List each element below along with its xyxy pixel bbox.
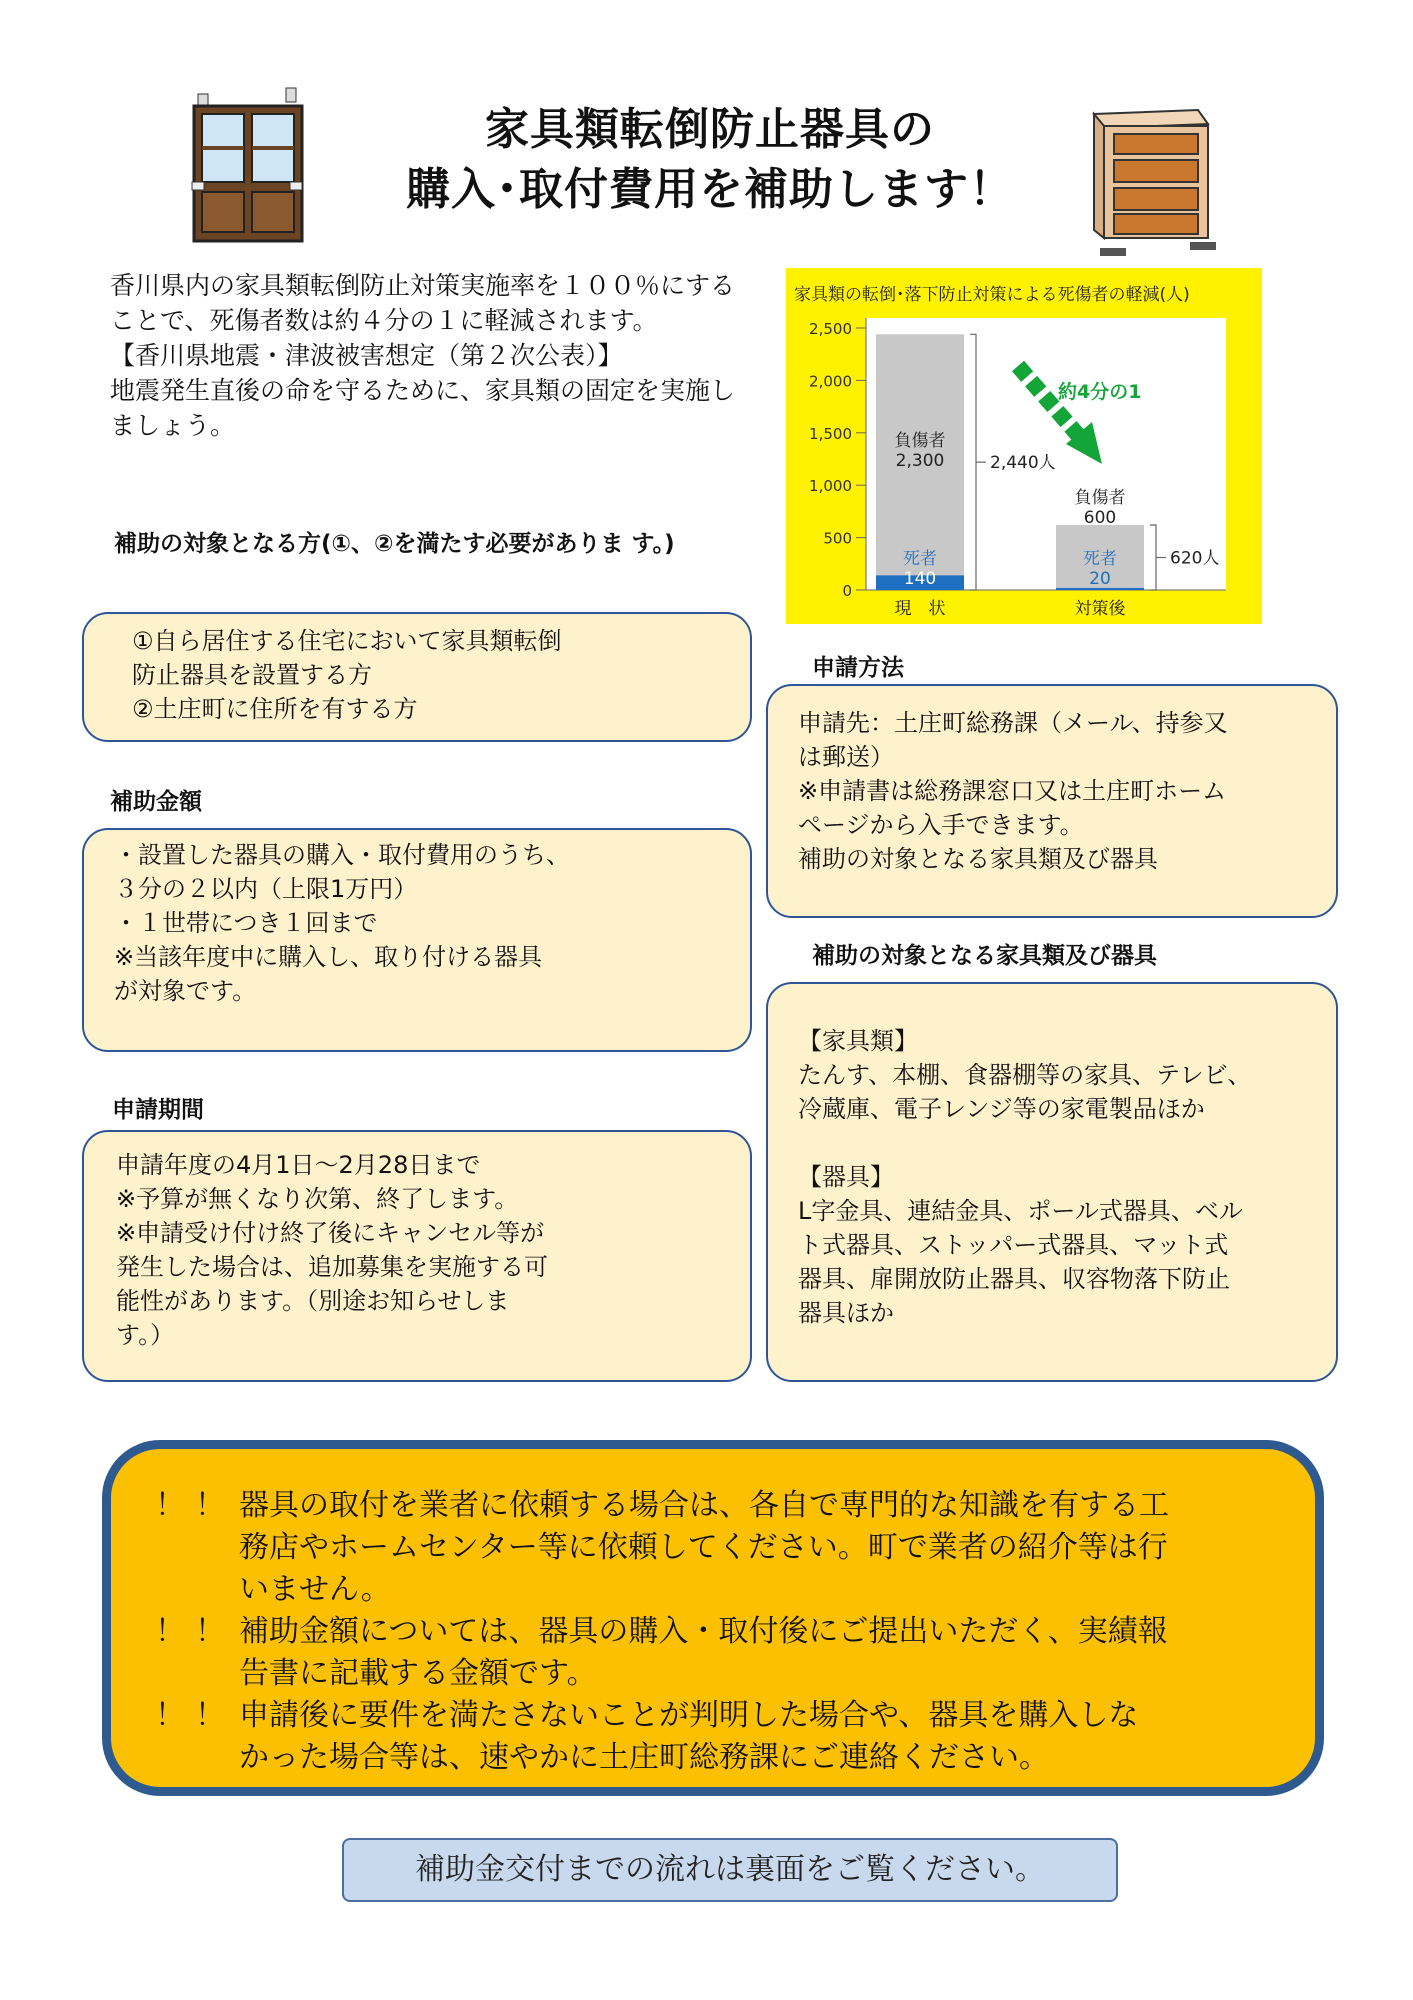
injured-label: 負傷者 [1074, 488, 1126, 509]
chart-svg [786, 268, 1262, 624]
category-label: 現 状 [894, 599, 946, 619]
y-tick-label: 500 [823, 529, 852, 548]
notice-item: ！！ 器具の取付を業者に依頼する場合は、各自で専門的な知識を有する工 務店やホームセンター等に依頼してください。町で業者の紹介等は行 いません。 [155, 1488, 1169, 1607]
drawer-chest-illustration [1080, 102, 1230, 262]
chart-title: 家具類の転倒･落下防止対策による死傷者の軽減(人) [794, 285, 1190, 305]
notice-box [102, 1440, 1324, 1796]
y-tick-label: 1,000 [809, 477, 852, 496]
back-page-note: 補助金交付までの流れは裏面をご覧ください。 [342, 1838, 1118, 1902]
y-tick-label: 1,500 [809, 424, 852, 443]
method-heading: 申請方法 [812, 655, 904, 681]
injured-value: 2,300 [895, 451, 945, 471]
period-box: 申請年度の4月1日～2月28日まで ※予算が無くなり次第、終了します。 ※申請受け付け終了後にキャンセル等が 発生した場合は、追加募集を実施する可 能性があります。（別途お知らせしま す。） [82, 1130, 752, 1382]
page-title: 家具類転倒防止器具の 購入･取付費用を補助します！ [406, 104, 1014, 215]
dead-value: 20 [1089, 569, 1111, 589]
items-heading: 補助の対象となる家具類及び器具 [812, 943, 1157, 969]
dead-label: 死者 [1083, 549, 1117, 569]
amount-box: ・設置した器具の購入・取付費用のうち、 ３分の２以内（上限1万円） ・１世帯につき１回まで ※当該年度中に購入し、取り付ける器具 が対象です。 [82, 828, 752, 1052]
y-tick-label: 0 [842, 582, 852, 600]
category-label: 対策後 [1074, 599, 1126, 619]
reduction-annotation: 約4分の1 [1058, 381, 1142, 403]
injured-value: 600 [1083, 508, 1117, 529]
dead-label: 死者 [903, 549, 937, 569]
eligibility-box: ①自ら居住する住宅において家具類転倒 防止器具を設置する方 ②土庄町に住所を有する方 [82, 612, 752, 742]
lead-text: 香川県内の家具類転倒防止対策実施率を１００％にすることで、死傷者数は約４分の１に軽減されます。 【香川県地震・津波被害想定（第２次公表）】 地震発生直後の命を守るために、家具類の固定を実施しましょう。 [110, 271, 736, 440]
notice-item: ！！ 補助金額については、器具の購入・取付後にご提出いただく、実績報 告書に記載する金額です。 [155, 1614, 1168, 1691]
y-tick-label: 2,000 [809, 372, 852, 391]
method-box: 申請先：土庄町総務課（メール、持参又 は郵送） ※申請書は総務課窓口又は土庄町ホーム ページから入手できます。 補助の対象となる家具類及び器具 [766, 684, 1338, 918]
total-label: 2,440人 [990, 453, 1056, 474]
y-tick-label: 2,500 [809, 320, 852, 338]
casualty-chart [786, 268, 1262, 624]
total-label: 620人 [1170, 548, 1220, 569]
amount-heading: 補助金額 [110, 789, 202, 815]
period-heading: 申請期間 [112, 1097, 204, 1123]
dead-value: 140 [903, 569, 937, 589]
notice-item: ！！ 申請後に要件を満たさないことが判明した場合や、器具を購入しな かった場合等は、速やかに土庄町総務課にご連絡ください。 [155, 1698, 1139, 1775]
eligibility-heading: 補助の対象となる方(①、②を満たす必要がありま す。) [114, 531, 675, 557]
cabinet-illustration [186, 86, 316, 246]
items-box: 【家具類】 たんす、本棚、食器棚等の家具、テレビ、 冷蔵庫、電子レンジ等の家電製品ほか 【器具】 L字金具、連結金具、ポール式器具、ベル ト式器具、ストッパー式器具、マット式 器具、扉開放防止器具、収容物落下防止 器具ほか [766, 982, 1338, 1382]
injured-label: 負傷者 [894, 431, 946, 451]
